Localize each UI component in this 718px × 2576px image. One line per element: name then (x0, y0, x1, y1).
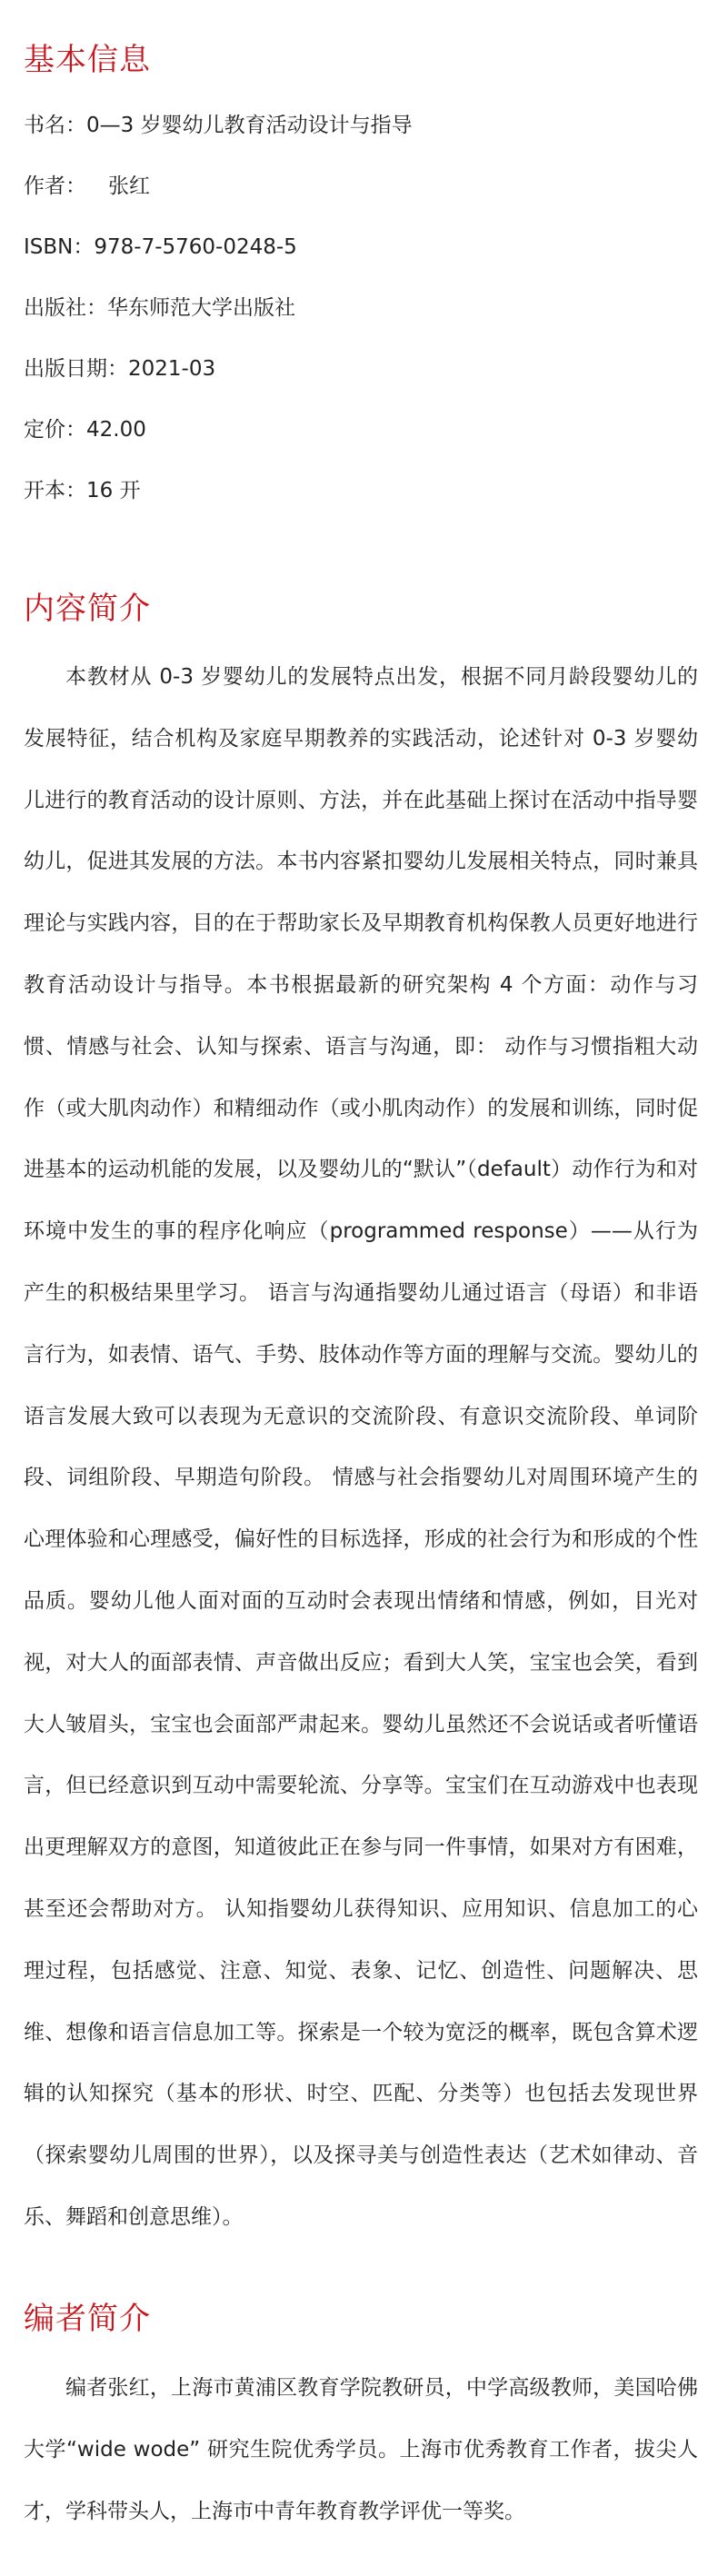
price-line (24, 415, 146, 444)
author-label: 作者： (24, 174, 86, 198)
book-title-line (24, 111, 413, 140)
book-title-label: 书名： (24, 114, 86, 137)
author-line (24, 172, 150, 201)
author-value: 张红 (108, 174, 150, 198)
publisher-label: 出版社： (24, 296, 107, 320)
format-label: 开本： (24, 479, 86, 502)
editor-heading: 编者简介 (24, 2301, 151, 2337)
price-label: 定价： (24, 418, 86, 442)
price-value: 42.00 (86, 418, 146, 442)
summary-heading: 内容简介 (24, 591, 151, 627)
format-value: 16 开 (86, 479, 141, 502)
publish-date-line (24, 354, 215, 383)
book-title-value: 0—3 岁婴幼儿教育活动设计与指导 (86, 114, 413, 137)
publisher-value: 华东师范大学出版社 (107, 296, 295, 320)
publish-date-value: 2021-03 (128, 357, 216, 381)
isbn-label: ISBN： (24, 235, 95, 259)
isbn-line (24, 233, 297, 262)
isbn-value: 978-7-5760-0248-5 (94, 235, 297, 259)
basic-info-heading: 基本信息 (24, 42, 151, 78)
summary-paragraph: 本教材从 0-3 岁婴幼儿的发展特点出发，根据不同月龄段婴幼儿的发展特征，结合机构及家庭早期教养的实践活动，论述针对 0-3 岁婴幼儿进行的教育活动的设计原则、方法，并在此基础上探讨在活动中指导婴幼儿，促进其发展的方法。本书内容紧扣婴幼儿发展相关特点，同时兼具理论与实践内容，目的在于帮助家长及早期教育机构保教人员更好地进行教育活动设计与指导。本书根据最新的研究架构 4 个方面：动作与习惯、情感与社会、认知与探索、语言与沟通，即： 动作与习惯指粗大动作（或大肌肉动作）和精细动作（或小肌肉动作）的发展和训练，同时促进基本的运动机能的发展，以及婴幼儿的“默认”（default）动作行为和对环境中发生的事的程序化响应（programmed response）——从行为产生的积极结果里学习。 语言与沟通指婴幼儿通过语言（母语）和非语言行为，如表情、语气、手势、肢体动作等方面的理解与交流。婴幼儿的语言发展大致可以表现为无意识的交流阶段、有意识交流阶段、单词阶段、词组阶段、早期造句阶段。 情感与社会指婴幼儿对周围环境产生的心理体验和心理感受，偏好性的目标选择，形成的社会行为和形成的个性品质。婴幼儿他人面对面的互动时会表现出情绪和情感，例如，目光对视，对大人的面部表情、声音做出反应；看到大人笑，宝宝也会笑，看到大人皱眉头，宝宝也会面部严肃起来。婴幼儿虽然还不会说话或者听懂语言，但已经意识到互动中需要轮流、分享等。宝宝们在互动游戏中也表现出更理解双方的意图，知道彼此正在参与同一件事情，如果对方有困难，甚至还会帮助对方。 认知指婴幼儿获得知识、应用知识、信息加工的心理过程，包括感觉、注意、知觉、表象、记忆、创造性、问题解决、思维、想像和语言信息加工等。探索是一个较为宽泛的概率，既包含算术逻辑的认知探究（基本的形状、时空、匹配、分类等）也包括去发现世界（探索婴幼儿周围的世界），以及探寻美与创造性表达（艺术如律动、音乐、舞蹈和创意思维）。 (24, 665, 698, 2229)
publish-date-label: 出版日期： (24, 357, 128, 381)
format-line (24, 476, 141, 505)
publisher-line (24, 293, 295, 323)
editor-paragraph: 编者张红，上海市黄浦区教育学院教研员，中学高级教师，美国哈佛大学“wide wode” 研究生院优秀学员。上海市优秀教育工作者，拔尖人才，学科带头人，上海市中青年教育教学评优一等奖。 (24, 2376, 698, 2523)
